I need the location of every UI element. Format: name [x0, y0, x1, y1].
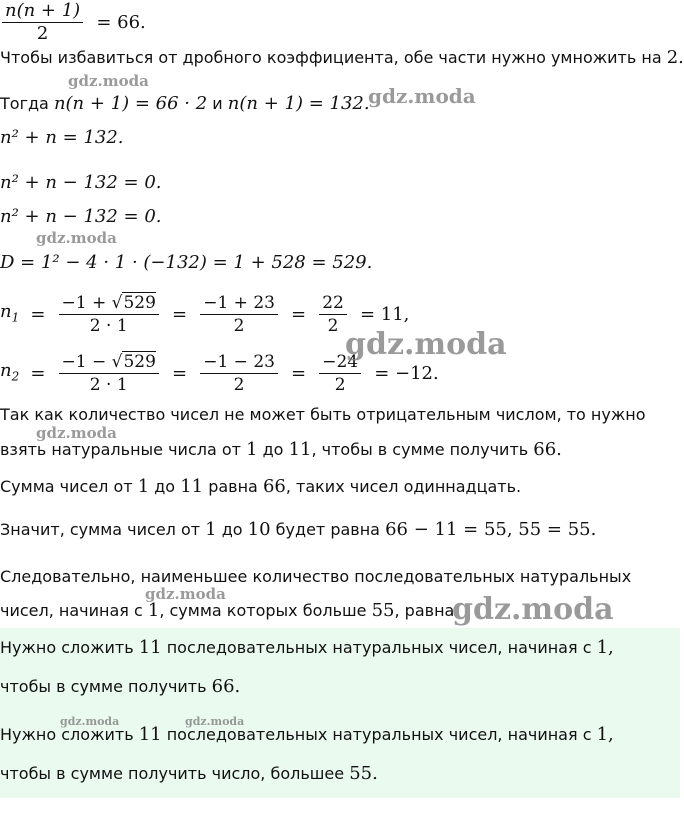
watermark: gdz.moda [185, 715, 245, 728]
text-line: чисел, начиная с 1, сумма которых больше 55, равна [0, 600, 455, 621]
text-line: взять натуральные числа от 1 до 11, чтобы в сумме получить 66. [0, 439, 562, 460]
equation-line: n² + n − 132 = 0. [0, 172, 162, 193]
answer-line: Нужно сложить 11 последовательных натуральных чисел, начиная с 1, [0, 724, 614, 745]
text-line: Следовательно, наименьшее количество последовательных натуральных [0, 567, 632, 586]
root-n2-line: $n_2$ = $\frac{-1 - √529}{2 \cdot 1}$ = $\frac{-1 - 23}{2}$ = $\frac{-24}{2}$ = −12. [0, 352, 439, 395]
fraction: $\frac{n(n + 1)}{2}$ [2, 0, 83, 45]
equation-line-1 [0, 0, 152, 45]
text-line: Значит, сумма чисел от 1 до 10 будет равна 66 − 11 = 55, 55 = 55. [0, 519, 597, 540]
equation-line: n² + n = 132. [0, 127, 124, 148]
text-line: Сумма чисел от 1 до 11 равна 66, таких чисел одиннадцать. [0, 476, 522, 497]
answer-line: чтобы в сумме получить 66. [0, 676, 241, 697]
answer-line: Нужно сложить 11 последовательных натуральных чисел, начиная с 1, [0, 637, 614, 658]
answer-line: чтобы в сумме получить число, большее 55. [0, 763, 378, 784]
watermark: gdz.moda [60, 715, 120, 728]
watermark: gdz.moda [452, 592, 614, 627]
watermark: gdz.moda [368, 84, 476, 108]
watermark: gdz.moda [345, 327, 507, 362]
equation-line: n² + n − 132 = 0. [0, 206, 162, 227]
watermark: gdz.moda [145, 585, 226, 603]
discriminant-line: D = 1² − 4 · 1 · (−132) = 1 + 528 = 529. [0, 252, 373, 273]
text-line: Чтобы избавиться от дробного коэффициента, обе части нужно умножить на 2. [0, 47, 684, 68]
text-line: Тогда n(n + 1) = 66 · 2 и n(n + 1) = 132. [0, 93, 370, 114]
watermark: gdz.moda [36, 229, 117, 247]
root-n1-line: $n_1$ = $\frac{-1 + √529}{2 \cdot 1}$ = $\frac{-1 + 23}{2}$ = $\frac{22}{2}$ = 11, [0, 293, 410, 336]
math: = 66. [96, 11, 146, 33]
watermark: gdz.moda [36, 424, 117, 442]
watermark: gdz.moda [68, 72, 149, 90]
text-line: Так как количество чисел не может быть отрицательным числом, то нужно [0, 405, 646, 424]
